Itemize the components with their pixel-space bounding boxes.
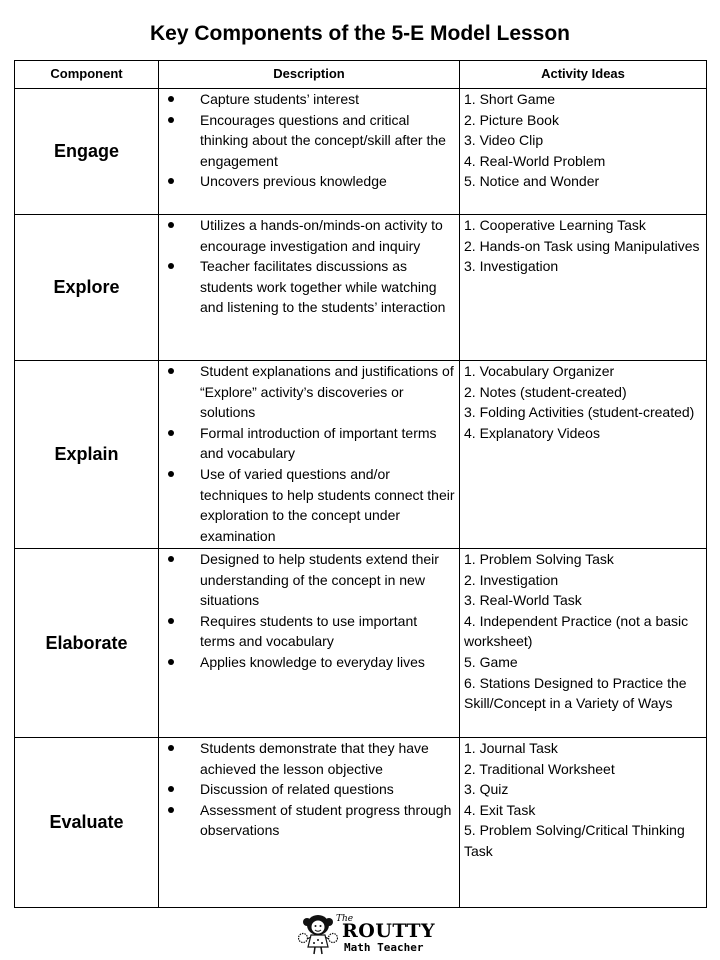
activity-item: 1. Short Game bbox=[464, 91, 556, 107]
activity-item: 2. Picture Book bbox=[464, 111, 559, 128]
description-bullet: Encourages questions and critical thinking about the concept/skill after the engagement bbox=[159, 110, 455, 172]
activity-item: 4. Independent Practice (not a basic worksheet) bbox=[464, 612, 689, 650]
description-cell bbox=[159, 89, 460, 215]
routty-math-teacher-logo bbox=[298, 912, 436, 956]
description-bullet: Utilizes a hands-on/minds-on activity to encourage investigation and inquiry bbox=[159, 215, 455, 256]
description-bullet: Uncovers previous knowledge bbox=[159, 171, 455, 192]
description-bullet: Requires students to use important terms and vocabulary bbox=[159, 611, 455, 652]
activity-item: 1. Cooperative Learning Task bbox=[464, 217, 646, 233]
activity-item: 3. Investigation bbox=[464, 258, 559, 275]
description-bullet: Students demonstrate that they have achieved the lesson objective bbox=[159, 738, 455, 779]
component-evaluate: Evaluate bbox=[15, 738, 159, 908]
header-description: Description bbox=[159, 61, 460, 89]
component-explain: Explain bbox=[15, 361, 159, 549]
table-row bbox=[15, 89, 707, 215]
description-bullet: Formal introduction of important terms and vocabulary bbox=[159, 423, 455, 464]
page-title: Key Components of the 5-E Model Lesson bbox=[149, 22, 571, 45]
table-row bbox=[15, 738, 707, 908]
description-bullet: Assessment of student progress through observations bbox=[159, 800, 455, 841]
activity-cell bbox=[460, 738, 707, 908]
activity-item: 4. Explanatory Videos bbox=[464, 424, 600, 441]
girl-mascot-icon bbox=[298, 914, 338, 956]
description-cell bbox=[159, 215, 460, 361]
header-component: Component bbox=[15, 61, 159, 89]
description-cell bbox=[159, 361, 460, 549]
description-bullet: Teacher facilitates discussions as students work together while watching and listening to the students’ interaction bbox=[159, 256, 455, 318]
activity-cell bbox=[460, 89, 707, 215]
logo-subtitle: Math Teacher bbox=[344, 941, 424, 954]
table-row bbox=[15, 549, 707, 738]
table-row bbox=[15, 215, 707, 361]
activity-item: 2. Hands-on Task using Manipulatives bbox=[464, 237, 700, 254]
activity-item: 1. Problem Solving Task bbox=[464, 551, 614, 567]
activity-cell bbox=[460, 215, 707, 361]
component-engage: Engage bbox=[15, 89, 159, 215]
activity-item: 1. Journal Task bbox=[464, 740, 558, 756]
activity-item: 1. Vocabulary Organizer bbox=[464, 363, 615, 379]
header-activity-ideas: Activity Ideas bbox=[460, 61, 707, 89]
logo-name: ROUTTY bbox=[342, 920, 436, 942]
component-elaborate: Elaborate bbox=[15, 549, 159, 738]
description-bullet: Capture students’ interest bbox=[159, 89, 455, 110]
component-explore: Explore bbox=[15, 215, 159, 361]
activity-item: 3. Folding Activities (student-created) bbox=[464, 404, 695, 421]
activity-cell bbox=[460, 549, 707, 738]
activity-cell bbox=[460, 361, 707, 549]
activity-item: 6. Stations Designed to Practice the Skill/Concept in a Variety of Ways bbox=[464, 674, 687, 712]
description-bullet: Designed to help students extend their understanding of the concept in new situations bbox=[159, 549, 455, 611]
activity-item: 3. Video Clip bbox=[464, 132, 544, 149]
table-row bbox=[15, 361, 707, 549]
activity-item: 4. Real-World Problem bbox=[464, 152, 606, 169]
table-header-row bbox=[15, 61, 707, 89]
activity-item: 3. Quiz bbox=[464, 781, 509, 798]
activity-item: 2. Notes (student-created) bbox=[464, 383, 627, 400]
description-bullet: Use of varied questions and/or techniques to help students connect their exploration to the concept under examination bbox=[159, 464, 455, 546]
description-bullet: Student explanations and justifications of “Explore” activity’s discoveries or solutions bbox=[159, 361, 455, 423]
activity-item: 5. Game bbox=[464, 653, 518, 670]
five-e-table bbox=[14, 60, 707, 908]
activity-item: 3. Real-World Task bbox=[464, 592, 582, 609]
description-bullet: Applies knowledge to everyday lives bbox=[159, 652, 455, 673]
description-cell bbox=[159, 738, 460, 908]
description-bullet: Discussion of related questions bbox=[159, 779, 455, 800]
description-cell bbox=[159, 549, 460, 738]
activity-item: 5. Notice and Wonder bbox=[464, 173, 600, 190]
activity-item: 4. Exit Task bbox=[464, 801, 536, 818]
logo-the: The bbox=[336, 914, 354, 924]
activity-item: 5. Problem Solving/Critical Thinking Task bbox=[464, 822, 685, 859]
activity-item: 2. Investigation bbox=[464, 571, 559, 588]
activity-item: 2. Traditional Worksheet bbox=[464, 760, 615, 777]
